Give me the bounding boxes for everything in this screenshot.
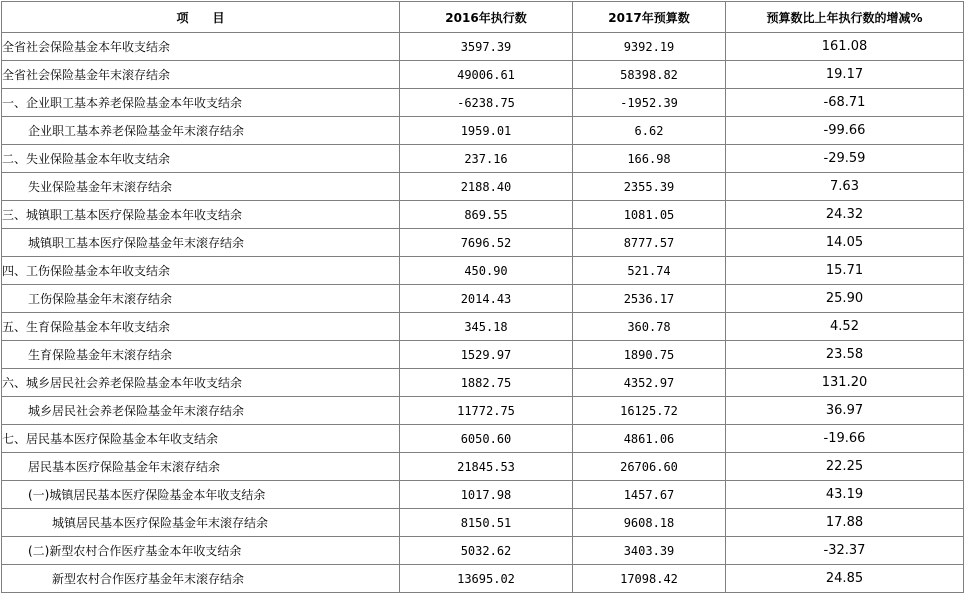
row-name-cell[interactable]: 六、城乡居民社会养老保险基金本年收支结余 [2,369,400,397]
table-row [2,313,964,341]
row-budget-2017-cell[interactable]: 9392.19 [573,33,726,61]
row-name-cell[interactable]: 企业职工基本养老保险基金年末滚存结余 [2,117,400,145]
row-name-cell[interactable]: 四、工伤保险基金本年收支结余 [2,257,400,285]
row-exec-2016-cell[interactable]: 8150.51 [400,509,573,537]
row-name-cell[interactable]: 七、居民基本医疗保险基金本年收支结余 [2,425,400,453]
table-row [2,257,964,285]
row-budget-2017-cell[interactable]: -1952.39 [573,89,726,117]
row-change-pct-cell[interactable]: -32.37 [726,537,964,565]
row-change-pct-cell[interactable]: 161.08 [726,33,964,61]
row-budget-2017-cell[interactable]: 26706.60 [573,453,726,481]
table-row [2,397,964,425]
row-exec-2016-cell[interactable]: -6238.75 [400,89,573,117]
row-budget-2017-cell[interactable]: 360.78 [573,313,726,341]
row-change-pct-cell[interactable]: 22.25 [726,453,964,481]
row-exec-2016-cell[interactable]: 3597.39 [400,33,573,61]
header-row [2,2,964,33]
row-budget-2017-cell[interactable]: 6.62 [573,117,726,145]
table-row [2,33,964,61]
table-row [2,285,964,313]
row-change-pct-cell[interactable]: 7.63 [726,173,964,201]
row-name-cell[interactable]: 失业保险基金年末滚存结余 [2,173,400,201]
row-change-pct-cell[interactable]: 25.90 [726,285,964,313]
row-name-cell[interactable]: 三、城镇职工基本医疗保险基金本年收支结余 [2,201,400,229]
row-change-pct-cell[interactable]: -68.71 [726,89,964,117]
row-name-cell[interactable]: 五、生育保险基金本年收支结余 [2,313,400,341]
row-change-pct-cell[interactable]: 4.52 [726,313,964,341]
row-exec-2016-cell[interactable]: 6050.60 [400,425,573,453]
row-change-pct-cell[interactable]: 15.71 [726,257,964,285]
row-budget-2017-cell[interactable]: 3403.39 [573,537,726,565]
row-budget-2017-cell[interactable]: 1081.05 [573,201,726,229]
row-name-cell[interactable]: 居民基本医疗保险基金年末滚存结余 [2,453,400,481]
row-change-pct-cell[interactable]: 24.85 [726,565,964,593]
row-name-cell[interactable]: 新型农村合作医疗基金年末滚存结余 [2,565,400,593]
row-change-pct-cell[interactable]: 23.58 [726,341,964,369]
row-name-cell[interactable]: 一、企业职工基本养老保险基金本年收支结余 [2,89,400,117]
row-change-pct-cell[interactable]: -29.59 [726,145,964,173]
table-row [2,481,964,509]
row-name-cell[interactable]: 二、失业保险基金本年收支结余 [2,145,400,173]
header-item[interactable]: 项 目 [2,2,400,33]
row-name-cell[interactable]: (二)新型农村合作医疗基金本年收支结余 [2,537,400,565]
row-budget-2017-cell[interactable]: 166.98 [573,145,726,173]
table-row [2,425,964,453]
header-exec-2016[interactable]: 2016年执行数 [400,2,573,33]
row-budget-2017-cell[interactable]: 58398.82 [573,61,726,89]
row-change-pct-cell[interactable]: 19.17 [726,61,964,89]
row-name-cell[interactable]: 工伤保险基金年末滚存结余 [2,285,400,313]
row-name-cell[interactable]: 全省社会保险基金年末滚存结余 [2,61,400,89]
table-row [2,117,964,145]
table-row [2,453,964,481]
row-exec-2016-cell[interactable]: 345.18 [400,313,573,341]
header-change-pct[interactable]: 预算数比上年执行数的增减% [726,2,964,33]
row-exec-2016-cell[interactable]: 2014.43 [400,285,573,313]
row-budget-2017-cell[interactable]: 2355.39 [573,173,726,201]
row-budget-2017-cell[interactable]: 4861.06 [573,425,726,453]
row-budget-2017-cell[interactable]: 1890.75 [573,341,726,369]
row-name-cell[interactable]: 城镇职工基本医疗保险基金年末滚存结余 [2,229,400,257]
row-exec-2016-cell[interactable]: 13695.02 [400,565,573,593]
row-exec-2016-cell[interactable]: 1529.97 [400,341,573,369]
row-exec-2016-cell[interactable]: 869.55 [400,201,573,229]
row-change-pct-cell[interactable]: 14.05 [726,229,964,257]
row-budget-2017-cell[interactable]: 521.74 [573,257,726,285]
row-exec-2016-cell[interactable]: 2188.40 [400,173,573,201]
row-change-pct-cell[interactable]: 17.88 [726,509,964,537]
table-row [2,201,964,229]
row-budget-2017-cell[interactable]: 9608.18 [573,509,726,537]
row-exec-2016-cell[interactable]: 450.90 [400,257,573,285]
row-change-pct-cell[interactable]: -19.66 [726,425,964,453]
row-change-pct-cell[interactable]: 36.97 [726,397,964,425]
row-exec-2016-cell[interactable]: 1882.75 [400,369,573,397]
row-budget-2017-cell[interactable]: 17098.42 [573,565,726,593]
table-row [2,341,964,369]
row-exec-2016-cell[interactable]: 237.16 [400,145,573,173]
row-budget-2017-cell[interactable]: 8777.57 [573,229,726,257]
row-name-cell[interactable]: 生育保险基金年末滚存结余 [2,341,400,369]
row-name-cell[interactable]: 城乡居民社会养老保险基金年末滚存结余 [2,397,400,425]
row-change-pct-cell[interactable]: 131.20 [726,369,964,397]
table-row [2,509,964,537]
table-row [2,173,964,201]
table-row [2,565,964,593]
row-name-cell[interactable]: 全省社会保险基金本年收支结余 [2,33,400,61]
row-change-pct-cell[interactable]: 24.32 [726,201,964,229]
row-name-cell[interactable]: 城镇居民基本医疗保险基金年末滚存结余 [2,509,400,537]
row-budget-2017-cell[interactable]: 4352.97 [573,369,726,397]
table-row [2,369,964,397]
row-exec-2016-cell[interactable]: 21845.53 [400,453,573,481]
table-row [2,145,964,173]
row-exec-2016-cell[interactable]: 11772.75 [400,397,573,425]
table-row [2,89,964,117]
row-name-cell[interactable]: (一)城镇居民基本医疗保险基金本年收支结余 [2,481,400,509]
budget-table [1,1,964,593]
row-exec-2016-cell[interactable]: 49006.61 [400,61,573,89]
header-budget-2017[interactable]: 2017年预算数 [573,2,726,33]
table-row [2,537,964,565]
row-change-pct-cell[interactable]: -99.66 [726,117,964,145]
row-exec-2016-cell[interactable]: 1017.98 [400,481,573,509]
row-exec-2016-cell[interactable]: 7696.52 [400,229,573,257]
row-exec-2016-cell[interactable]: 5032.62 [400,537,573,565]
row-budget-2017-cell[interactable]: 1457.67 [573,481,726,509]
table-row [2,229,964,257]
row-exec-2016-cell[interactable]: 1959.01 [400,117,573,145]
row-change-pct-cell[interactable]: 43.19 [726,481,964,509]
row-budget-2017-cell[interactable]: 16125.72 [573,397,726,425]
table-row [2,61,964,89]
row-budget-2017-cell[interactable]: 2536.17 [573,285,726,313]
